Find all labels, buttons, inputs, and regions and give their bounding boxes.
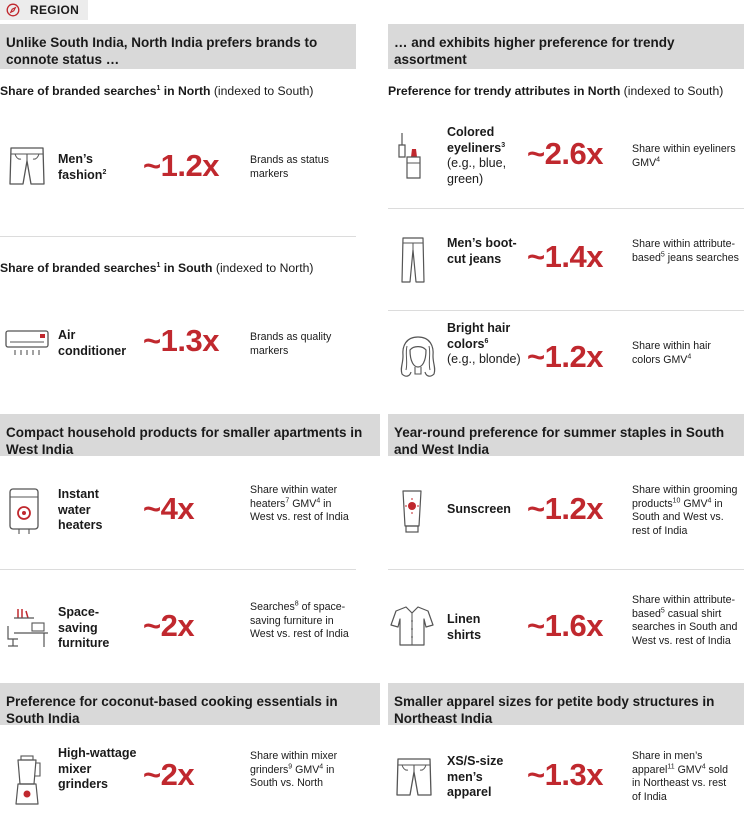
shorts-icon: [8, 145, 46, 187]
section-header-west-compact: Compact household products for smaller apartments in West India: [0, 414, 380, 456]
desc-air-conditioner: Brands as quality markers: [250, 331, 332, 357]
section-header-north-trendy: … and exhibits higher preference for trendy assortment: [388, 24, 744, 69]
desc-mixer-grinders: Share within mixer grinders$^9$ GMV$^4$ in South vs. North: [250, 750, 338, 789]
subheading-branded-south: Share of branded searches$^1$ in South (indexed to North): [0, 261, 314, 275]
multiplier-bright-hair-colors: ~1.2x: [527, 339, 603, 374]
item-label-air-conditioner: Air conditioner: [58, 328, 127, 358]
divider: [0, 569, 356, 570]
multiplier-mixer-grinders: ~2x: [143, 757, 195, 792]
section-header-north-brands: Unlike South India, North India prefers brands to connote status …: [0, 24, 356, 69]
multiplier-colored-eyeliners: ~2.6x: [527, 136, 603, 171]
compass-icon: [6, 3, 20, 17]
divider: [388, 569, 744, 570]
item-label-instant-water-heaters: Instant water heaters: [58, 487, 103, 532]
section-header-coconut: Preference for coconut-based cooking essentials in South India: [0, 683, 380, 725]
divider: [0, 236, 356, 237]
multiplier-air-conditioner: ~1.3x: [143, 323, 219, 358]
desc-mens-fashion: Brands as status markers: [250, 154, 329, 180]
desc-sunscreen: Share within grooming products$^{10}$ GMV$^4$ in South and West vs. rest of India: [632, 484, 738, 537]
desc-instant-water-heaters: Share within water heaters$^7$ GMV$^4$ in West vs. rest of India: [250, 484, 349, 523]
desc-linen-shirts: Share within attribute-based$^5$ casual shirt searches in South and West vs. rest of India: [632, 594, 738, 647]
item-label-bright-hair-colors: Bright hair colors$^6$ (e.g., blonde): [447, 321, 521, 366]
item-label-boot-cut-jeans: Men’s boot-cut jeans: [447, 236, 517, 266]
water-heater-icon: [8, 487, 40, 535]
desc-space-saving-furniture: Searches$^8$ of space-saving furniture in West vs. rest of India: [250, 600, 349, 640]
sunscreen-icon: [400, 488, 424, 534]
region-tag: [0, 0, 88, 20]
jeans-icon: [400, 236, 426, 284]
hair-icon: [398, 334, 438, 380]
shorts-icon: [395, 756, 433, 798]
item-label-mens-fashion: Men’s fashion$^2$: [58, 152, 107, 182]
divider: [388, 310, 744, 311]
multiplier-boot-cut-jeans: ~1.4x: [527, 239, 603, 274]
desc-bright-hair-colors: Share within hair colors GMV$^4$: [632, 340, 711, 366]
section-header-summer-staples: Year-round preference for summer staples in South and West India: [388, 414, 744, 456]
multiplier-sunscreen: ~1.2x: [527, 491, 603, 526]
multiplier-instant-water-heaters: ~4x: [143, 491, 195, 526]
shirt-icon: [390, 605, 434, 647]
mixer-grinder-icon: [12, 754, 42, 806]
multiplier-space-saving-furniture: ~2x: [143, 608, 195, 643]
item-label-space-saving-furniture: Space-saving furniture: [58, 605, 110, 650]
desc-boot-cut-jeans: Share within attribute-based$^5$ jeans searches: [632, 238, 739, 264]
eyeliner-icon: [397, 131, 421, 181]
desk-icon: [4, 606, 50, 648]
item-label-colored-eyeliners: Colored eyeliners$^3$ (e.g., blue, green): [447, 125, 507, 186]
item-label-linen-shirts: Linen shirts: [447, 612, 482, 642]
divider: [388, 208, 744, 209]
multiplier-linen-shirts: ~1.6x: [527, 608, 603, 643]
desc-colored-eyeliners: Share within eyeliners GMV$^4$: [632, 143, 736, 169]
region-label: REGION: [30, 3, 80, 17]
air-conditioner-icon: [5, 329, 49, 357]
subheading-branded-north: Share of branded searches$^1$ in North (indexed to South): [0, 84, 314, 98]
section-header-petite: Smaller apparel sizes for petite body structures in Northeast India: [388, 683, 744, 725]
multiplier-mens-fashion: ~1.2x: [143, 148, 219, 183]
item-label-xs-s-apparel: XS/S-size men’s apparel: [447, 754, 504, 799]
desc-xs-s-apparel: Share in men’s apparel$^{11}$ GMV$^4$ sold in Northeast vs. rest of India: [632, 750, 728, 803]
item-label-mixer-grinders: High-wattage mixer grinders: [58, 746, 137, 791]
subheading-trendy-north: Preference for trendy attributes in North (indexed to South): [388, 84, 724, 98]
item-label-sunscreen: Sunscreen: [447, 502, 511, 516]
multiplier-xs-s-apparel: ~1.3x: [527, 757, 603, 792]
